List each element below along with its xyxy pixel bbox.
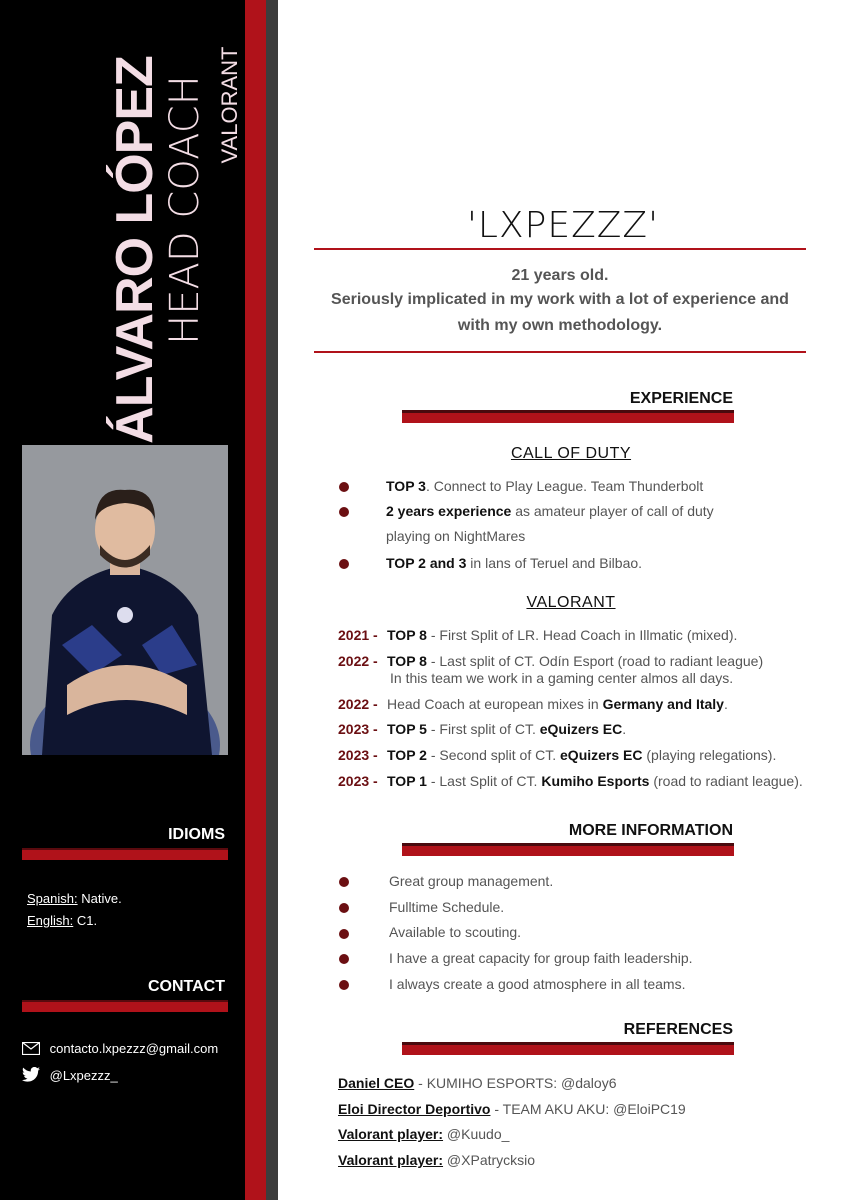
bullet — [339, 877, 349, 887]
valorant-heading: VALORANT — [526, 594, 616, 611]
role-title: HEAD COACH — [162, 75, 208, 345]
experience-heading: EXPERIENCE — [629, 390, 733, 407]
nickname: 'LXPEZZZ' — [467, 205, 659, 246]
bullet — [339, 559, 349, 569]
more-info-bar — [402, 843, 734, 856]
bullet — [339, 482, 349, 492]
bullet — [339, 903, 349, 913]
contact-bar — [22, 1000, 228, 1012]
cod-item: TOP 2 and 3 in lans of Teruel and Bilbao. — [386, 555, 643, 571]
divider-top — [314, 248, 806, 250]
reference-item: Eloi Director Deportivo - TEAM AKU AKU: @EloiPC19 — [338, 1101, 686, 1117]
bullet — [339, 507, 349, 517]
valorant-year: 2023 - — [338, 747, 378, 763]
valorant-item: TOP 5 - First split of CT. eQuizers EC. — [387, 721, 627, 737]
idioms-heading: IDIOMS — [168, 826, 225, 843]
valorant-year: 2022 - — [338, 696, 378, 712]
contact-twitter-row[interactable] — [22, 1067, 118, 1083]
valorant-year: 2023 - — [338, 773, 378, 789]
valorant-item: TOP 8 - Last split of CT. Odín Esport (road to radiant league) In this team we work in a gaming center almos all days. — [387, 653, 764, 686]
cod-item: 2 years experience as amateur player of call of duty playing on NightMares — [386, 503, 714, 544]
valorant-year: 2022 - — [338, 653, 378, 669]
intro-age: 21 years old. — [511, 267, 609, 284]
cod-item: TOP 3. Connect to Play League. Team Thunderbolt — [386, 478, 704, 494]
idioms-bar — [22, 848, 228, 860]
contact-heading: CONTACT — [147, 978, 225, 995]
twitter-icon — [22, 1067, 40, 1082]
bullet — [339, 980, 349, 990]
profile-photo — [22, 445, 228, 755]
red-stripe — [245, 0, 266, 1200]
sidebar — [0, 0, 245, 1200]
reference-item: Daniel CEO - KUMIHO ESPORTS: @daloy6 — [338, 1075, 617, 1091]
main-content — [278, 0, 848, 1200]
valorant-item: Head Coach at european mixes in Germany and Italy. — [387, 696, 728, 712]
idiom-spanish: Spanish: Native. — [27, 891, 122, 906]
valorant-year: 2023 - — [338, 721, 378, 737]
reference-item: Valorant player: @XPatrycksio — [338, 1152, 536, 1168]
reference-item: Valorant player: @Kuudo_ — [338, 1126, 510, 1142]
experience-bar — [402, 410, 734, 423]
more-info-heading: MORE INFORMATION — [568, 822, 733, 839]
valorant-item: TOP 2 - Second split of CT. eQuizers EC (playing relegations). — [387, 747, 777, 763]
contact-email[interactable]: contacto.lxpezzz@gmail.com — [49, 1041, 219, 1056]
intro-summary: Seriously implicated in my work with a lot of experience and with my own methodology. — [331, 291, 789, 334]
info-item: I have a great capacity for group faith leadership. — [389, 950, 693, 966]
valorant-item: TOP 1 - Last Split of CT. Kumiho Esports (road to radiant league). — [387, 773, 803, 789]
game-title: VALORANT — [217, 46, 242, 164]
valorant-item: TOP 8 - First Split of LR. Head Coach in Illmatic (mixed). — [387, 627, 738, 643]
idiom-english: English: C1. — [27, 913, 98, 928]
valorant-year: 2021 - — [338, 627, 378, 643]
divider-bottom — [314, 351, 806, 353]
contact-email-row[interactable] — [22, 1041, 218, 1056]
bullet — [339, 954, 349, 964]
info-item: I always create a good atmosphere in all teams. — [389, 976, 686, 992]
cod-heading: CALL OF DUTY — [510, 445, 632, 462]
contact-twitter[interactable]: @Lxpezzz_ — [49, 1068, 118, 1083]
references-bar — [402, 1042, 734, 1055]
info-item: Available to scouting. — [389, 924, 522, 940]
info-item: Great group management. — [389, 873, 554, 889]
name-title: ÁLVARO LÓPEZ — [106, 56, 164, 444]
mail-icon — [22, 1042, 40, 1055]
info-item: Fulltime Schedule. — [389, 899, 505, 915]
bullet — [339, 929, 349, 939]
references-heading: REFERENCES — [623, 1021, 733, 1038]
dark-stripe — [266, 0, 278, 1200]
